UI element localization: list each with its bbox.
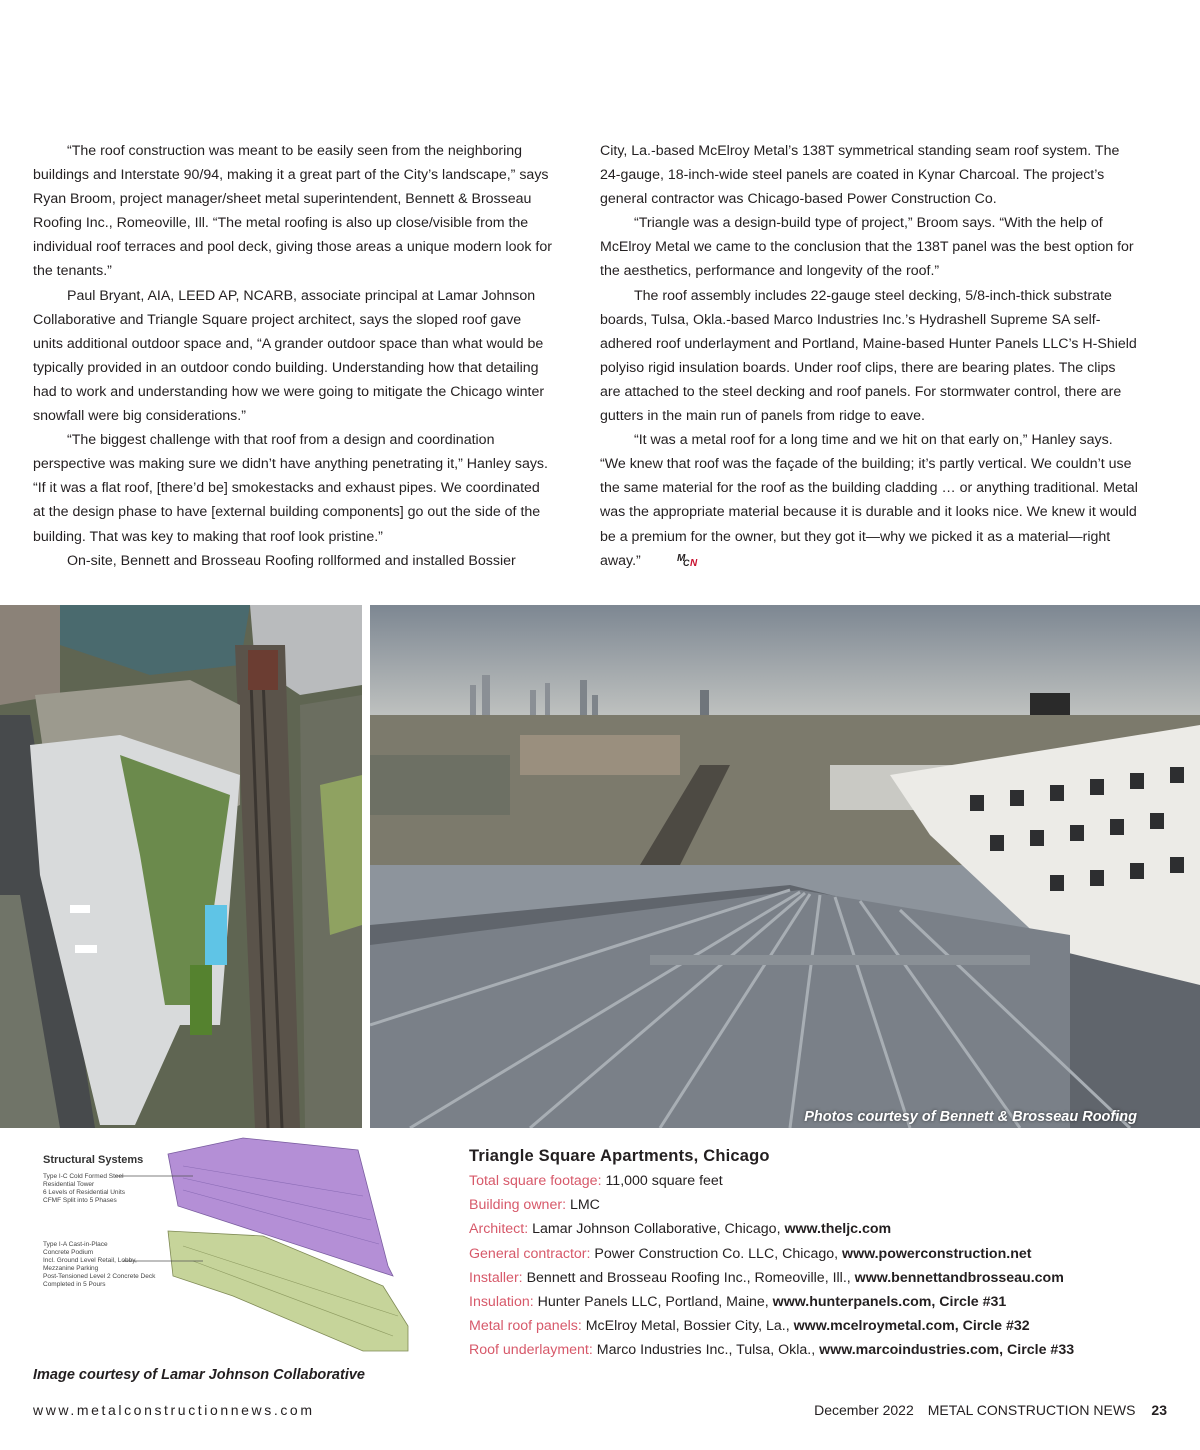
roof-panels-photo	[370, 605, 1200, 1128]
svg-text:C: C	[682, 557, 690, 567]
footer-folio	[814, 1402, 1167, 1418]
spec-link[interactable]: www.marcoindustries.com, Circle #33	[819, 1342, 1075, 1359]
svg-text:N: N	[689, 557, 697, 567]
diagram-label-line: Incl. Ground Level Retail, Lobby,	[43, 1257, 137, 1264]
spec-row	[469, 1193, 1169, 1217]
diagram-label-line: 6 Levels of Residential Units	[43, 1189, 126, 1196]
spec-title: Triangle Square Apartments, Chicago	[469, 1147, 770, 1165]
diagram-label-line: Post-Tensioned Level 2 Concrete Deck	[43, 1273, 156, 1280]
spec-value: McElroy Metal, Bossier City, La.,	[585, 1318, 790, 1335]
article-paragraph-text: “It was a metal roof for a long time and we hit on that early on,” Hanley says. “We knew that roof was the façade of the building; it’s partly vertical. We couldn’t use the same material for the roof as the building cladding … or anything traditional. Metal was the appropriate material because it is durable and it looks nice. We knew it would be a premium for the owner, but they got it—why we picked it as a material—right away.”	[600, 432, 1138, 569]
spec-label: Insulation:	[469, 1294, 534, 1311]
svg-text:Type I-C Cold Formed Steel	[43, 1173, 127, 1204]
article-column-right	[600, 139, 1138, 575]
spec-link[interactable]: www.powerconstruction.net	[842, 1245, 1032, 1262]
spec-row	[469, 1266, 1169, 1290]
spec-link[interactable]: www.theljc.com	[784, 1221, 892, 1238]
diagram-label-line: Type I-C Cold Formed Steel	[43, 1173, 124, 1180]
spec-row	[469, 1217, 1169, 1241]
spec-value: Lamar Johnson Collaborative, Chicago,	[532, 1221, 781, 1238]
article-paragraph: The roof assembly includes 22-gauge steel decking, 5/8-inch-thick substrate boards, Tulsa, Okla.-based Marco Industries Inc.’s Hydrashell Supreme SA self-adhered roof underlayment and Portland, Maine-based Hunter Panels LLC’s H-Shield polyiso rigid insulation boards. Under roof clips, there are bearing plates. The clips are attached to the steel decking and roof panels. For stormwater control, there are gutters in the main run of panels from ridge to eave.	[600, 287, 1137, 425]
spec-row	[469, 1242, 1169, 1266]
photo-credit: Photos courtesy of Bennett & Brosseau Roofing	[804, 1109, 1137, 1125]
footer-website-link[interactable]: www.metalconstructionnews.com	[33, 1402, 315, 1418]
spec-label: Architect:	[469, 1221, 529, 1238]
article-paragraph: City, La.-based McElroy Metal’s 138T symmetrical standing seam roof system. The 24-gauge, 18-inch-wide steel panels are coated in Kynar Charcoal. The project’s general contractor was Chicago-based Power Construction Co.	[600, 143, 1120, 208]
spec-label: Installer:	[469, 1269, 523, 1286]
article-paragraph: “The biggest challenge with that roof from a design and coordination perspective was making sure we didn’t have anything penetrating it,” Hanley says. “If it was a flat roof, [there’d be] smokestacks and exhaust pipes. We coordinated at the design phase to have [external building components] go out the side of the building. That was key to making that roof look pristine.”	[33, 432, 548, 545]
aerial-building-photo	[0, 605, 362, 1128]
spec-value: Hunter Panels LLC, Portland, Maine,	[537, 1294, 769, 1311]
diagram-label-line: CFMF Split into 5 Phases	[43, 1197, 117, 1204]
spec-value: Power Construction Co. LLC, Chicago,	[594, 1245, 839, 1262]
article-paragraph: On-site, Bennett and Brosseau Roofing rollformed and installed Bossier	[67, 552, 516, 569]
spec-value: LMC	[569, 1197, 600, 1214]
spec-value: Bennett and Brosseau Roofing Inc., Romeoville, Ill.,	[526, 1269, 851, 1286]
diagram-credit: Image courtesy of Lamar Johnson Collaborative	[33, 1367, 365, 1383]
article-paragraph: Paul Bryant, AIA, LEED AP, NCARB, associate principal at Lamar Johnson Collaborative and Triangle Square project architect, says the sloped roof gave units additional outdoor space and, “A grander outdoor space than what would be typically provided in an outdoor condo building. Understanding how that detailing had to work and understanding how we were going to mitigate the Chicago winter snowfall were big considerations.”	[33, 287, 545, 425]
spec-row	[469, 1338, 1169, 1362]
end-mark-logo-icon	[643, 551, 703, 575]
diagram-label-line: Mezzanine Parking	[43, 1265, 99, 1272]
diagram-label-line: Type I-A Cast-in-Place	[43, 1241, 108, 1248]
footer-publication: METAL CONSTRUCTION NEWS	[927, 1402, 1136, 1418]
spec-value: 11,000 square feet	[605, 1173, 723, 1189]
spec-link[interactable]: www.bennettandbrosseau.com	[854, 1269, 1064, 1286]
article-column-left	[33, 139, 555, 573]
article-paragraph: “Triangle was a design-build type of project,” Broom says. “With the help of McElroy Metal we came to the conclusion that the 138T panel was the best option for the aesthetics, performance and longevity of the roof.”	[600, 215, 1134, 280]
page-number: 23	[1151, 1402, 1167, 1418]
spec-row	[469, 1169, 1169, 1193]
structural-systems-diagram	[33, 1136, 423, 1366]
spec-label: Building owner:	[469, 1197, 567, 1214]
spec-label: Total square footage:	[469, 1173, 602, 1189]
spec-label: Roof underlayment:	[469, 1342, 593, 1359]
spec-link[interactable]: www.hunterpanels.com, Circle #31	[772, 1294, 1007, 1311]
article-paragraph: “The roof construction was meant to be easily seen from the neighboring buildings and Interstate 90/94, making it a great part of the City’s landscape,” says Ryan Broom, project manager/sheet metal superintendent, Bennett & Brosseau Roofing Inc., Romeoville, Ill. “The metal roofing is also up close/visible from the individual roof terraces and pool deck, giving those areas a unique modern look for the tenants.”	[33, 143, 552, 280]
svg-text:Type I-A Cast-in-Place C	[43, 1241, 157, 1288]
diagram-title: Structural Systems	[43, 1154, 144, 1166]
project-spec-box	[469, 1145, 1169, 1363]
diagram-label-line: Completed in 5 Pours	[43, 1281, 106, 1288]
spec-row	[469, 1314, 1169, 1338]
diagram-label-line: Residential Tower	[43, 1181, 95, 1188]
spec-value: Marco Industries Inc., Tulsa, Okla.,	[596, 1342, 816, 1359]
svg-text:M: M	[676, 552, 686, 564]
spec-label: General contractor:	[469, 1245, 591, 1262]
diagram-label-line: Concrete Podium	[43, 1249, 94, 1256]
spec-row	[469, 1290, 1169, 1314]
article-paragraph-last	[600, 428, 1138, 575]
footer-date: December 2022	[814, 1402, 914, 1418]
spec-link[interactable]: www.mcelroymetal.com, Circle #32	[793, 1318, 1030, 1335]
spec-label: Metal roof panels:	[469, 1318, 582, 1335]
